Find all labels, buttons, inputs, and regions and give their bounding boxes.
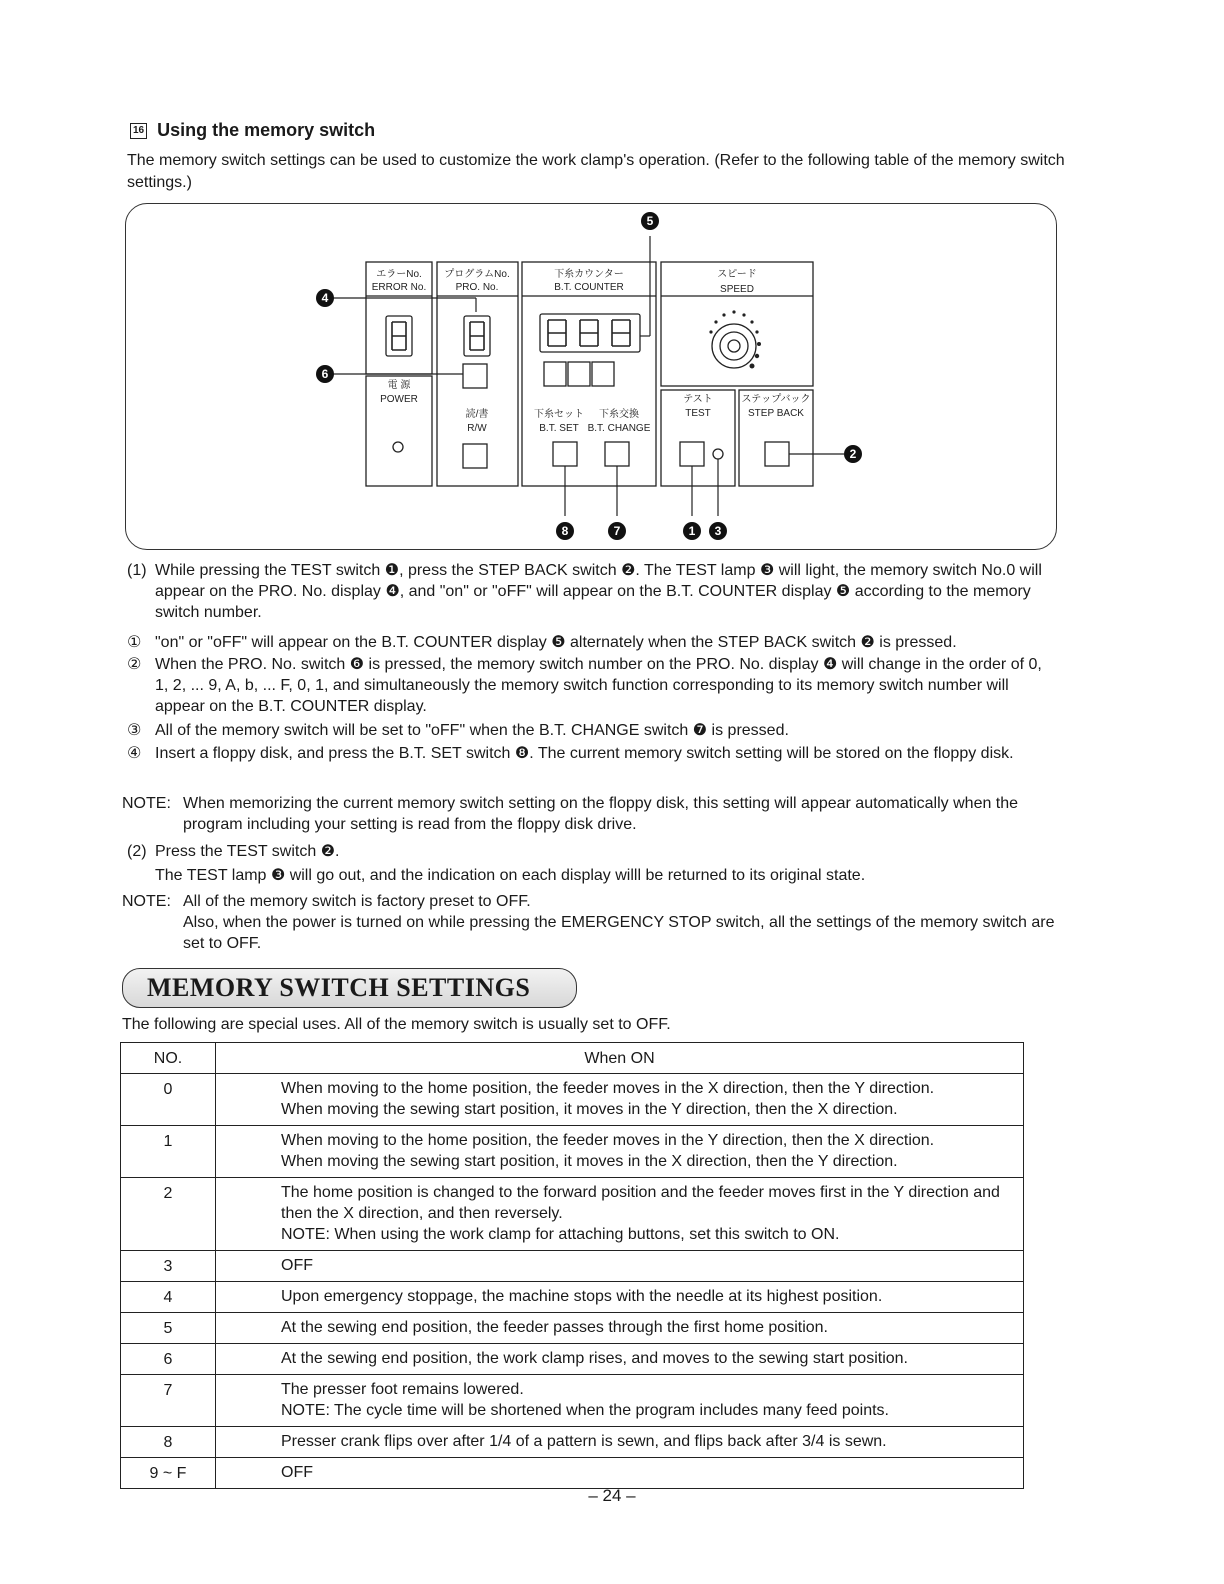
table-row xyxy=(121,1126,1024,1178)
test-label: TEST xyxy=(685,408,711,419)
switch-description xyxy=(216,1178,1024,1251)
bt-counter-label-jp: 下糸カウンター xyxy=(554,269,624,280)
power-label-jp: 電 源 xyxy=(387,380,411,391)
substep-2 xyxy=(127,654,1057,717)
step-back-label: STEP BACK xyxy=(748,408,804,419)
table-intro: The following are special uses. All of the memory switch is usually set to OFF. xyxy=(122,1016,671,1033)
switch-description xyxy=(216,1282,1024,1313)
switch-description xyxy=(216,1126,1024,1178)
switch-number: 2 xyxy=(121,1178,216,1251)
test-label-jp: テスト xyxy=(683,394,713,405)
bt-counter-label: B.T. COUNTER xyxy=(554,282,624,293)
col-header-no: NO. xyxy=(121,1043,216,1074)
bt-change-label-jp: 下糸交換 xyxy=(599,409,639,420)
substep-label: ③ xyxy=(127,722,142,739)
step-1 xyxy=(127,560,1057,623)
substep-label: ② xyxy=(127,656,142,673)
table-row xyxy=(121,1282,1024,1313)
speed-label: SPEED xyxy=(720,284,754,295)
substep-text: Insert a floppy disk, and press the B.T. SET switch ❽. The current memory switch setting will be stored on the floppy disk. xyxy=(155,745,1014,762)
switch-description xyxy=(216,1458,1024,1489)
callout-1: 1 xyxy=(688,524,696,538)
table-row xyxy=(121,1313,1024,1344)
switch-description xyxy=(216,1344,1024,1375)
table-row xyxy=(121,1251,1024,1282)
table-row xyxy=(121,1375,1024,1427)
switch-number: 8 xyxy=(121,1427,216,1458)
control-panel-diagram xyxy=(125,203,1057,550)
switch-number: 6 xyxy=(121,1344,216,1375)
switch-number: 5 xyxy=(121,1313,216,1344)
error-label: ERROR No. xyxy=(371,282,427,293)
note-text-line1: All of the memory switch is factory preset to OFF. xyxy=(183,893,531,910)
table-row xyxy=(121,1427,1024,1458)
step-text-line1: Press the TEST switch ❷. xyxy=(155,843,340,860)
power-label: POWER xyxy=(380,394,418,405)
bt-set-label: B.T. SET xyxy=(539,423,579,434)
substep-text: All of the memory switch will be set to "oFF" when the B.T. CHANGE switch ❼ is pressed. xyxy=(155,722,789,739)
callout-2: 2 xyxy=(849,447,857,461)
switch-number: 4 xyxy=(121,1282,216,1313)
callout-8: 8 xyxy=(561,524,569,538)
note-text: When memorizing the current memory switch setting on the floppy disk, this setting will appear automatically when the program including your setting is read from the floppy disk drive. xyxy=(183,795,1019,833)
error-label-jp: エラーNo. xyxy=(376,269,422,280)
switch-number: 9 ~ F xyxy=(121,1458,216,1489)
memory-switch-table xyxy=(120,1042,1024,1489)
description-line: Upon emergency stoppage, the machine stops with the needle at its highest position. xyxy=(281,1288,883,1305)
switch-number: 1 xyxy=(121,1126,216,1178)
callout-6: 6 xyxy=(321,367,329,381)
substep-label: ④ xyxy=(127,745,142,762)
pro-label-jp: プログラムNo. xyxy=(444,269,510,280)
pro-label: PRO. No. xyxy=(455,282,499,293)
table-row xyxy=(121,1178,1024,1251)
callout-7: 7 xyxy=(613,524,621,538)
description-line: NOTE: When using the work clamp for attaching buttons, set this switch to ON. xyxy=(281,1226,840,1243)
speed-label-jp: スピード xyxy=(717,269,757,280)
description-line: When moving the sewing start position, it moves in the X direction, then the Y direction. xyxy=(281,1153,898,1170)
switch-description xyxy=(216,1427,1024,1458)
substep-4 xyxy=(127,743,1057,764)
description-line: When moving to the home position, the feeder moves in the X direction, then the Y direction. xyxy=(281,1080,935,1097)
intro-paragraph: The memory switch settings can be used to customize the work clamp's operation. (Refer to the following table of the memory switch settings.) xyxy=(127,152,1065,191)
panel-svg xyxy=(126,204,1056,549)
description-line: Presser crank flips over after 1/4 of a pattern is sewn, and flips back after 3/4 is sewn. xyxy=(281,1433,887,1450)
substep-1 xyxy=(127,632,1057,653)
step-text: While pressing the TEST switch ❶, press the STEP BACK switch ❷. The TEST lamp ❸ will light, the memory switch No.0 will appear on the PRO. No. display ❹, and "on" or "oFF" will appear on the B.T. COUNTER display ❺ according to the memory switch number. xyxy=(155,562,1042,621)
section-title: Using the memory switch xyxy=(157,120,376,140)
step-label: (1) xyxy=(127,562,147,579)
note-label: NOTE: xyxy=(122,893,171,910)
switch-number: 3 xyxy=(121,1251,216,1282)
rw-label: R/W xyxy=(467,423,487,434)
table-header-row xyxy=(121,1043,1024,1074)
callout-4: 4 xyxy=(321,291,329,305)
substep-label: ① xyxy=(127,634,142,651)
bt-change-label: B.T. CHANGE xyxy=(587,423,651,434)
note-text-line2: Also, when the power is turned on while pressing the EMERGENCY STOP switch, all the settings of the memory switch are set to OFF. xyxy=(183,914,1055,952)
memory-switch-settings-banner: MEMORY SWITCH SETTINGS xyxy=(122,968,577,1008)
description-line: At the sewing end position, the work clamp rises, and moves to the sewing start position. xyxy=(281,1350,908,1367)
note-2 xyxy=(122,891,1057,954)
callout-3: 3 xyxy=(714,524,722,538)
switch-description xyxy=(216,1074,1024,1126)
description-line: OFF xyxy=(281,1257,313,1274)
step-back-label-jp: ステップバック xyxy=(741,394,811,405)
description-line: The home position is changed to the forward position and the feeder moves first in the Y direction and then the X direction, and then reversely. xyxy=(281,1184,1000,1222)
table-row xyxy=(121,1458,1024,1489)
section-heading xyxy=(130,120,375,141)
switch-description xyxy=(216,1251,1024,1282)
step-text-line2: The TEST lamp ❸ will go out, and the indication on each display willl be returned to its original state. xyxy=(155,867,866,884)
note-1 xyxy=(122,793,1057,835)
callout-5: 5 xyxy=(646,214,654,228)
description-line: OFF xyxy=(281,1464,313,1481)
table-row xyxy=(121,1074,1024,1126)
col-header-when-on: When ON xyxy=(216,1043,1024,1074)
section-number: 16 xyxy=(130,123,147,139)
description-line: When moving the sewing start position, it moves in the Y direction, then the X direction. xyxy=(281,1101,898,1118)
description-line: At the sewing end position, the feeder passes through the first home position. xyxy=(281,1319,828,1336)
table-row xyxy=(121,1344,1024,1375)
description-line: The presser foot remains lowered. xyxy=(281,1381,524,1398)
description-line: NOTE: The cycle time will be shortened when the program includes many feed points. xyxy=(281,1402,889,1419)
bt-set-label-jp: 下糸セット xyxy=(534,409,584,420)
page-number: – 24 – xyxy=(588,1486,636,1505)
switch-number: 0 xyxy=(121,1074,216,1126)
note-label: NOTE: xyxy=(122,795,171,812)
step-2 xyxy=(127,841,1057,886)
switch-description xyxy=(216,1313,1024,1344)
substep-text: "on" or "oFF" will appear on the B.T. COUNTER display ❺ alternately when the STEP BACK switch ❷ is pressed. xyxy=(155,634,957,651)
rw-label-jp: 読/書 xyxy=(465,409,489,420)
substep-3 xyxy=(127,720,1057,741)
switch-description xyxy=(216,1375,1024,1427)
switch-number: 7 xyxy=(121,1375,216,1427)
description-line: When moving to the home position, the feeder moves in the Y direction, then the X direction. xyxy=(281,1132,935,1149)
step-label: (2) xyxy=(127,843,147,860)
substep-text: When the PRO. No. switch ❻ is pressed, the memory switch number on the PRO. No. display ❹ will change in the order of 0, 1, 2, ... 9, A, b, ... F, 0, 1, and simultaneously the memory switch function corresponding to its memory switch number will appear on the B.T. COUNTER display. xyxy=(155,656,1042,715)
